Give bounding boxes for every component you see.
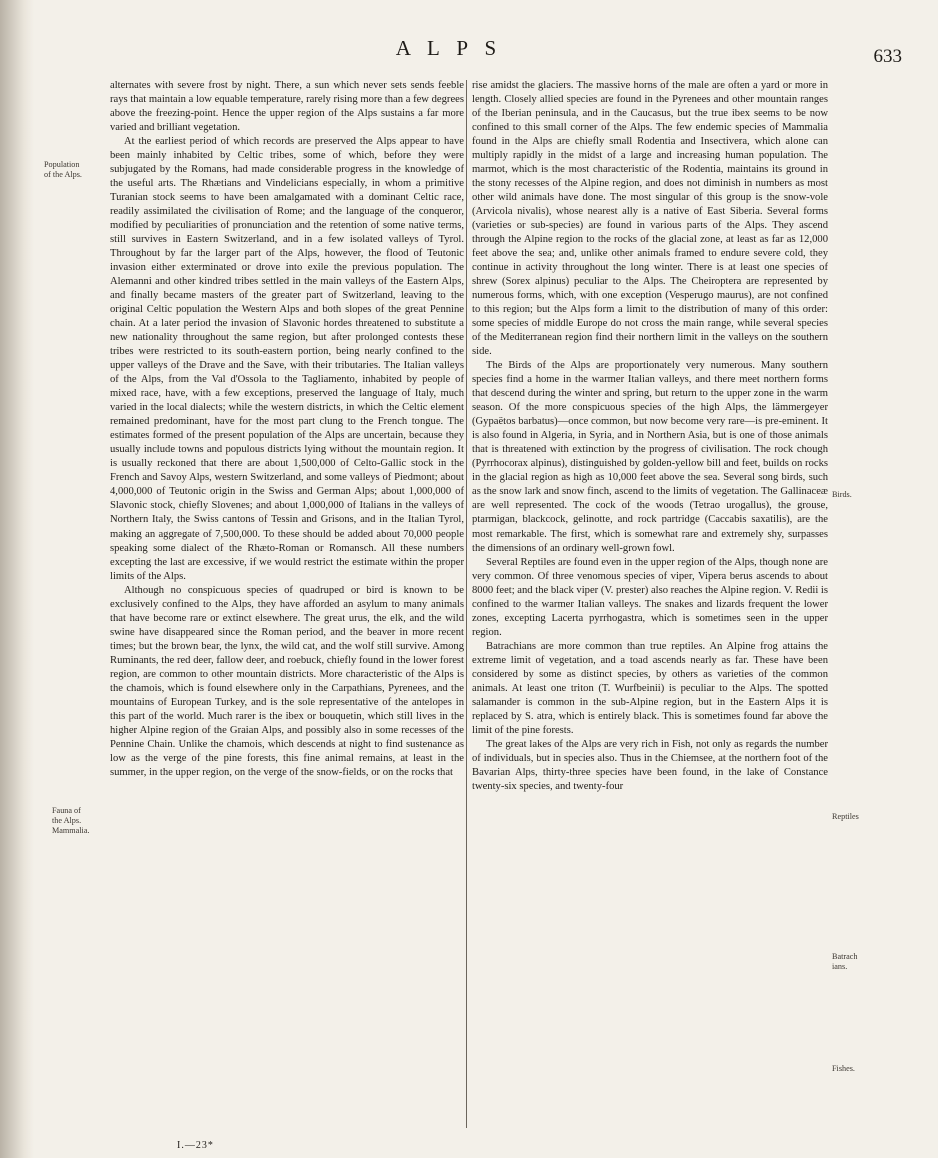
signature-mark: I.—23* xyxy=(177,1140,214,1151)
column-divider xyxy=(466,80,467,1128)
margin-note-population: Population of the Alps. xyxy=(44,160,82,179)
paragraph: The Birds of the Alps are proportionately very numerous. Many southern species find a home in the warmer Italian valleys, and there meet northern forms that descend during the winter and spring, but return to the upper zone in the warm season. Of the more conspicuous species of the high Alps, the lämmergeyer (Gypaëtos barbatus)—once common, but now become very rare—is pre-eminent. It is also found in Algeria, in Syria, and in Northern Asia, but is one of those animals that is threatened with extinction by the progress of civilisation. The rock chough (Pyrrhocorax alpinus), distinguished by golden-yellow bill and feet, builds on rocks in the glacial region as high as 10,000 feet above the sea. Several song birds, such as the snow lark and snow finch, ascend to the limits of vegetation. The Gallinaceæ are well represented. The cock of the woods (Tetrao urogallus), the grouse, ptarmigan, blackcock, gelinotte, and rock partridge (Caccabis saxatilis), are the most remarkable. The first, which is somewhat rare and extremely shy, surpasses the dimensions of an ordinary well-grown fowl. xyxy=(472,360,828,554)
paragraph: Batrachians are more common than true reptiles. An Alpine frog attains the extreme limit of vegetation, and a toad ascends nearly as far. These have been considered by some as distinct species, by others as varieties of the common animals. At least one triton (T. Wurfbeinii) is peculiar to the Alps. The spotted salamander is common in the sub-Alpine region, but in the Eastern Alps it is replaced by S. atra, which is entirely black. This is sometimes found far above the limit of the pine forests. xyxy=(472,640,828,736)
paragraph: The great lakes of the Alps are very rich in Fish, not only as regards the number of individuals, but in species also. Thus in the Chiemsee, at the northern foot of the Bavarian Alps, thirty-three species have been found, in the lake of Constance twenty-six species, and twenty-four xyxy=(472,738,828,792)
margin-note-fauna: Fauna of the Alps. Mammalia. xyxy=(52,806,90,835)
paragraph: alternates with severe frost by night. There, a sun which never sets sends feeble rays that maintain a low equable temperature, rarely rising more than a few degrees above the freezing-point. Hence the upper region of the Alps sustains a far more varied and brilliant vegetation. xyxy=(110,80,464,134)
right-column xyxy=(472,79,828,794)
binding-edge xyxy=(0,0,34,1158)
left-column xyxy=(110,79,464,780)
running-head: A L P S xyxy=(395,36,503,60)
page-number: 633 xyxy=(873,46,902,67)
paragraph: At the earliest period of which records are preserved the Alps appear to have been mainly inhabited by Celtic tribes, some of which, before they were subjugated by the Romans, had made considerable progress in the knowledge of the useful arts. The Rhætians and Vindelicians especially, in whom a primitive Turanian stock seems to have been amalgamated with a dominant Celtic race, readily assimilated the civilisation of Rome; and the language of the conqueror, modified by peculiarities of pronunciation and the retention of some native terms, still survives in Eastern Switzerland, and in a few isolated valleys of Tyrol. Throughout by far the larger part of the Alps, however, the flood of Teutonic invasion either exterminated or drove into exile the previous population. The Alemanni and other kindred tribes settled in the main valleys of the Eastern Alps, and finally became masters of the greater part of Switzerland, leaving to the original Celtic population the Western Alps and both slopes of the great Pennine chain. At a later period the invasion of Slavonic hordes threatened to substitute a new nationality throughout the same region, but after prolonged contests these tribes were restricted to its south-eastern portion, being nearly confined to the upper valleys of the Drave and the Save, with their tributaries. The Italian valleys of the Alps, from the Val d'Ossola to the Tagliamento, inhabited by people of mixed race, have, with a few exceptions, preserved the language of Italy, much varied in the local dialects; while the western districts, in which the Celtic element remained predominant, have for the most part clung to the French tongue. The estimates formed of the present population of the Alps are uncertain, because they usually include towns and populous districts lying without the mountain region. It is usually reckoned that there are about 1,500,000 of Celto-Gallic stock in the French and Savoy Alps, western Switzerland, and some valleys of Piedmont; about 4,000,000 of Teutonic origin in the Swiss and German Alps; about 1,000,000 of Slavonic stock, chiefly Slovenes; and about 1,000,000 of Italians in the valleys of Northern Italy, the Swiss cantons of Tessin and Grisons, and in the Italian Tyrol, making an aggregate of 7,500,000. To these should be added about 70,000 people speaking some dialect of the Rhæto-Roman or Romansch. All these numbers excepting the last are excessive, if we would restrict the estimate within the proper limits of the Alps. xyxy=(110,136,464,582)
paragraph: Several Reptiles are found even in the upper region of the Alps, though none are very common. Of three venomous species of viper, Vipera berus ascends to about 8000 feet; and the black viper (V. prester) also reaches the Alpine region. V. Redii is confined to the warmer Italian valleys. The snakes and lizards frequent the lower zones, excepting Lacerta pyrrhogastra, which is sometimes seen in the upper region. xyxy=(472,556,828,638)
margin-note-birds: Birds. xyxy=(832,490,852,499)
margin-note-batrachians: Batrach ians. xyxy=(832,952,858,971)
paragraph: rise amidst the glaciers. The massive horns of the male are often a yard or more in length. Closely allied species are found in the Pyrenees and other mountain ranges of the Iberian peninsula, and in the Caucasus, but the true ibex seems to be now confined to this small corner of the Alps. The few endemic species of Mammalia found in the Alps are chiefly small Rodentia and Insectivera, which alone can multiply rapidly in the midst of a large and increasing human population. The marmot, which is the most characteristic of the Rodentia, maintains its ground in the stony recesses of the Alpine region, and does not diminish in numbers as most other wild animals have done. The most singular of this group is the snow-vole (Arvicola nivalis), whose nearest ally is a native of East Siberia. Several forms (varieties or sub-species) are found in various parts of the Alps. They ascend through the Alpine region to the rocks of the glacial zone, at least as far as 12,000 feet above the sea; and, unlike other animals framed to endure severe cold, they continue in activity throughout the long winter. There is at least one species of shrew (Sorex alpinus) peculiar to the Alps. The Cheiroptera are represented by numerous forms, which, with one exception (Vesperugo maurus), are not confined to this region; but the Alps form a limit to the distribution of many of this order: some species of middle Europe do not cross the main range, while several species of the Mediterranean region find their northern limit in the valleys on the southern side. xyxy=(472,80,828,358)
margin-note-fishes: Fishes. xyxy=(832,1064,855,1073)
paragraph: Although no conspicuous species of quadruped or bird is known to be exclusively confined to the Alps, they have afforded an asylum to many animals that have become rare or extinct elsewhere. The great urus, the elk, and the wild swine have disappeared since the Roman period, and the beaver in more recent times; but the brown bear, the lynx, the wild cat, and the wolf still survive. Among Ruminants, the red deer, fallow deer, and roebuck, chiefly found in the lower forest region, are common to other mountain districts. More characteristic of the Alps is the chamois, which is found elsewhere only in the Carpathians, Pyrenees, and the mountains of European Turkey, and is the sole representative of the antelopes in this part of the world. Much rarer is the ibex or bouquetin, which still lives in the higher Alpine region of the Graian Alps, and possibly also in some recesses of the Pennine Chain. Unlike the chamois, which descends at night to find sustenance as low as the verge of the pine forests, this fine animal remains, at least in the summer, in the upper region, on the verge of the snow-fields, or on the rocks that xyxy=(110,584,464,778)
margin-note-reptiles: Reptiles xyxy=(832,812,859,821)
